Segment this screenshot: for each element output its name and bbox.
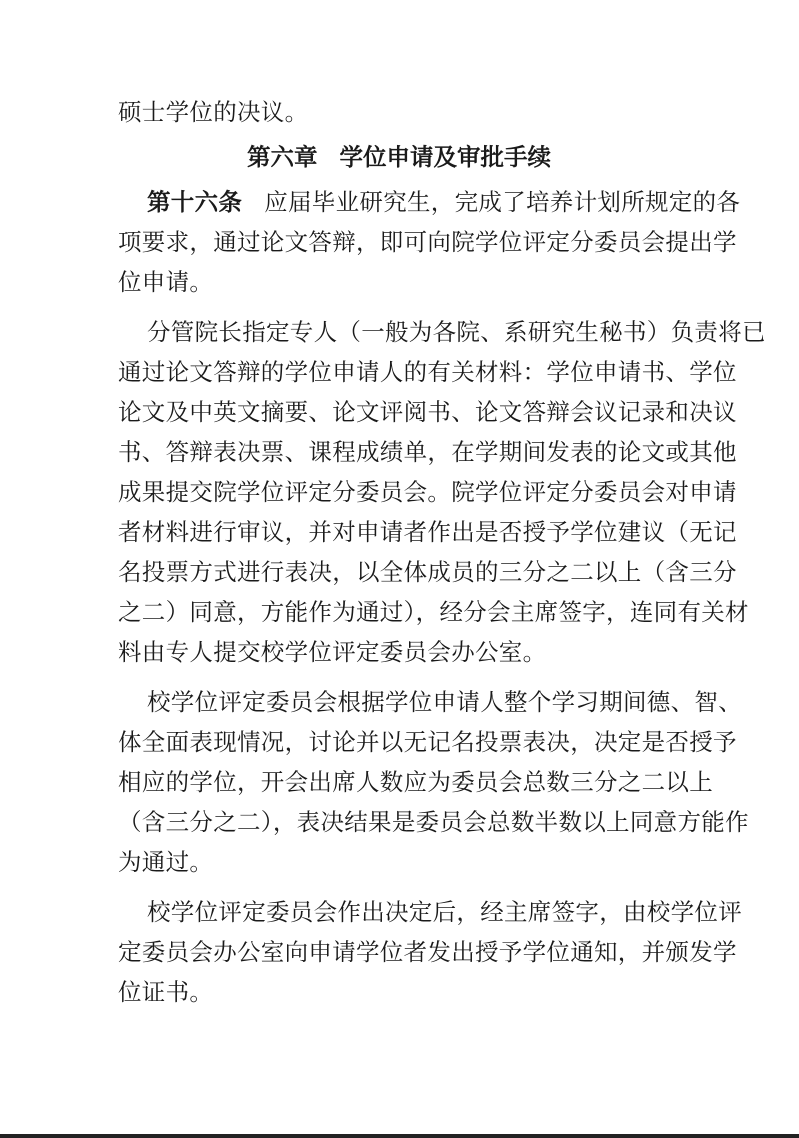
paragraph-line: 相应的学位，开会出席人数应为委员会总数三分之二以上 [118, 768, 713, 796]
paragraph-line: 书、答辩表决票、课程成绩单，在学期间发表的论文或其他 [118, 438, 737, 466]
chapter-number: 第六章 [247, 143, 318, 171]
paragraph-certificate [118, 892, 742, 1012]
paragraph-line: 者材料进行审议，并对申请者作出是否授予学位建议（无记 [118, 518, 737, 546]
paragraph-line: 分管院长指定专人（一般为各院、系研究生秘书）负责将已 [147, 318, 766, 346]
chapter-title: 学位申请及审批手续 [339, 143, 551, 171]
paragraph-line: 位证书。 [118, 978, 214, 1006]
paragraph-line: 定委员会办公室向申请学位者发出授予学位通知，并颁发学 [118, 938, 737, 966]
article-16-line: 项要求，通过论文答辩，即可向院学位评定分委员会提出学 [118, 228, 737, 256]
article-label: 第十六条 [147, 188, 243, 216]
paragraph-committee [118, 682, 749, 882]
page-bottom-border [0, 1134, 799, 1138]
document-page [118, 92, 766, 1012]
paragraph-line: 论文及中英文摘要、论文评阅书、论文答辩会议记录和决议 [118, 398, 737, 426]
article-16-line [118, 182, 741, 222]
paragraph-line: 体全面表现情况，讨论并以无记名投票表决，决定是否授予 [118, 728, 737, 756]
paragraph-line: 为通过。 [118, 848, 214, 876]
article-text: 应届毕业研究生，完成了培养计划所规定的各 [264, 188, 741, 216]
paragraph-line: 料由专人提交校学位评定委员会办公室。 [118, 638, 547, 666]
intro-line: 硕士学位的决议。 [118, 98, 309, 126]
article-16 [118, 182, 741, 302]
chapter-heading [118, 137, 680, 177]
paragraph-line: 通过论文答辩的学位申请人的有关材料：学位申请书、学位 [118, 358, 737, 386]
paragraph-line: 名投票方式进行表决，以全体成员的三分之二以上（含三分 [118, 558, 737, 586]
article-16-line: 位申请。 [118, 268, 214, 296]
paragraph-materials [118, 312, 766, 672]
paragraph-line: 校学位评定委员会作出决定后，经主席签字，由校学位评 [147, 898, 742, 926]
paragraph-line: 成果提交院学位评定分委员会。院学位评定分委员会对申请 [118, 478, 737, 506]
paragraph-line: （含三分之二），表决结果是委员会总数半数以上同意方能作 [118, 808, 749, 836]
paragraph-line: 校学位评定委员会根据学位申请人整个学习期间德、智、 [147, 688, 742, 716]
paragraph-line: 之二）同意，方能作为通过），经分会主席签字，连同有关材 [118, 598, 749, 626]
